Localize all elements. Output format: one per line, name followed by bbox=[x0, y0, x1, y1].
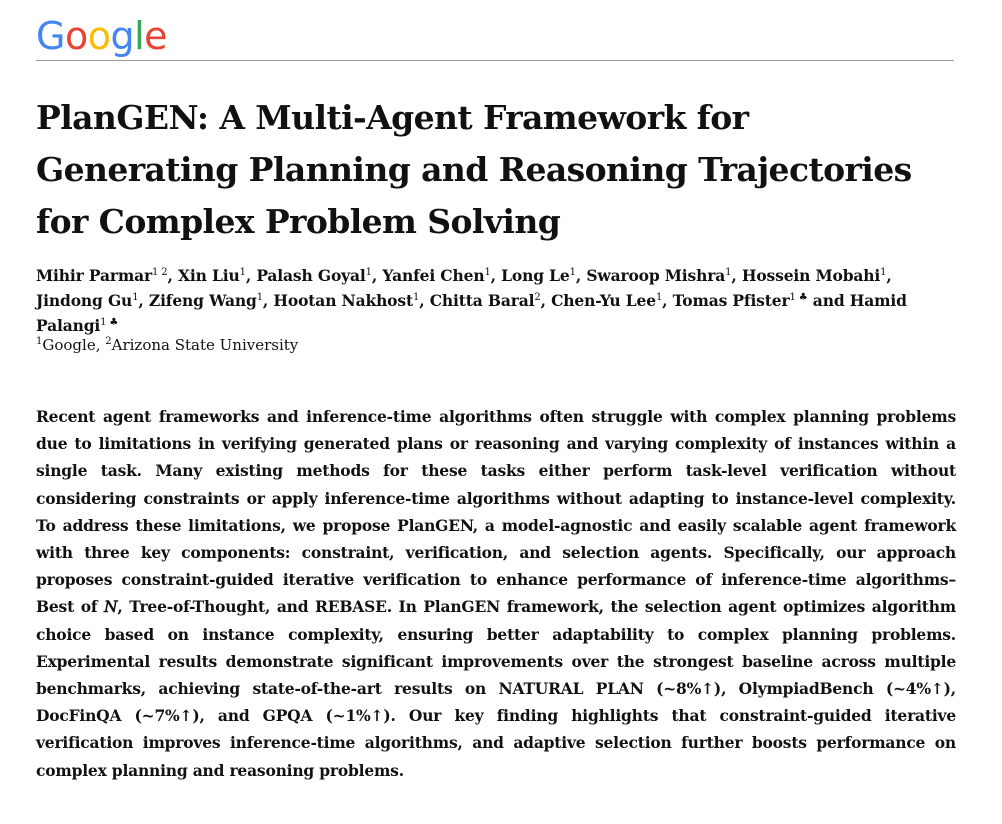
affiliation-name: Google bbox=[42, 336, 96, 354]
header-divider bbox=[36, 60, 954, 61]
author-name: Long Le bbox=[501, 266, 570, 285]
affiliation-marker: 1 bbox=[880, 266, 887, 278]
affiliation-marker: 1 bbox=[365, 266, 372, 278]
author-name: Palash Goyal bbox=[256, 266, 366, 285]
affiliation-name: Arizona State University bbox=[111, 336, 299, 354]
affiliation-marker: 1 bbox=[412, 291, 420, 303]
title-line: Generating Planning and Reasoning Trajectories bbox=[36, 150, 912, 189]
logo-letter: G bbox=[36, 14, 65, 58]
author-name: Xin Liu bbox=[178, 266, 240, 285]
author-name: Yanfei Chen bbox=[382, 266, 485, 285]
author bbox=[501, 266, 576, 285]
author bbox=[382, 266, 490, 285]
author-name: Tomas Pfister bbox=[672, 291, 790, 310]
logo-letter: e bbox=[144, 14, 168, 58]
abstract: Recent agent frameworks and inference-time algorithms often struggle with complex planning problems due to limitations in verifying generated plans or reasoning and varying complexity of instances within a single task. Many existing methods for these tasks either perform task-level verification without considering constraints or apply inference-time algorithms without adapting to instance-level complexity. To address these limitations, we propose PlanGEN, a model-agnostic and easily scalable agent framework with three key components: constraint, verification, and selection agents. Specifically, our approach proposes constraint-guided iterative verification to enhance performance of inference-time algorithms–Best of 𝑁, Tree-of-Thought, and REBASE. In PlanGEN framework, the selection agent optimizes algorithm choice based on instance complexity, ensuring better adaptability to complex planning problems. Experimental results demonstrate significant improvements over the strongest baseline across multiple benchmarks, achieving state-of-the-art results on NATURAL PLAN (~8%↑), OlympiadBench (~4%↑), DocFinQA (~7%↑), and GPQA (~1%↑). Our key finding highlights that constraint-guided iterative verification improves inference-time algorithms, and adaptive selection further boosts performance on complex planning and reasoning problems. bbox=[36, 407, 956, 780]
author-name: Chen-Yu Lee bbox=[551, 291, 656, 310]
logo-letter: l bbox=[134, 14, 145, 58]
author-name: Hossein Mobahi bbox=[741, 266, 881, 285]
author bbox=[273, 291, 419, 310]
logo-letter: o bbox=[64, 14, 88, 58]
affiliation-marker: 1 bbox=[725, 266, 732, 278]
author bbox=[430, 291, 541, 310]
affiliation-marker: 1 ♣ bbox=[789, 291, 808, 303]
affiliation-marker: 1 bbox=[36, 336, 43, 347]
affiliation-marker: 1 bbox=[655, 291, 663, 303]
logo-letter: g bbox=[110, 14, 135, 58]
google-logo bbox=[36, 14, 167, 58]
author bbox=[673, 291, 808, 310]
author bbox=[551, 291, 662, 310]
author bbox=[178, 266, 246, 285]
affiliations: $^1$Google, $^2$Arizona State University bbox=[36, 336, 299, 354]
affiliation-marker: 1 bbox=[569, 266, 576, 278]
affiliation-marker: 1 ♣ bbox=[100, 316, 119, 328]
affiliation-marker: 1 bbox=[484, 266, 491, 278]
title-line: PlanGEN: A Multi-Agent Framework for bbox=[36, 98, 749, 137]
author-name: Jindong Gu bbox=[36, 291, 133, 310]
author-name: Zifeng Wang bbox=[148, 291, 257, 310]
author-name: Chitta Baral bbox=[429, 291, 535, 310]
affiliation-marker: 1 2 bbox=[152, 266, 168, 278]
author bbox=[36, 266, 168, 285]
author bbox=[742, 266, 887, 285]
author-name: Mihir Parmar bbox=[36, 266, 153, 285]
author bbox=[149, 291, 263, 310]
logo-letter: o bbox=[87, 14, 111, 58]
author bbox=[256, 266, 372, 285]
affiliation-marker: 2 bbox=[534, 291, 541, 303]
affiliation-marker: 1 bbox=[132, 291, 139, 303]
author-list: Mihir Parmar$^{1 2}$, Xin Liu$^1$, Palash Goyal$^1$, Yanfei Chen$^1$, Long Le$^1$, Swaroop Mishra$^1$, Hossein Mobahi$^1$, Jindong Gu$^1$, Zifeng Wang$^1$, Hootan Nakhost$^1$, Chitta Baral$^2$, Chen-Yu Lee$^1$, Tomas Pfister$^{1 ♣}$ and Hamid Palangi$^{1 ♣}$ bbox=[36, 266, 907, 335]
title-line: for Complex Problem Solving bbox=[36, 202, 561, 241]
affiliation-marker: 1 bbox=[256, 291, 263, 303]
author-name: Hootan Nakhost bbox=[273, 291, 413, 310]
affiliation-marker: 1 bbox=[239, 266, 246, 278]
author-name: Hamid Palangi bbox=[36, 291, 907, 335]
affiliation-marker: 2 bbox=[105, 336, 112, 347]
paper-title bbox=[36, 92, 956, 248]
author bbox=[36, 291, 138, 310]
author bbox=[586, 266, 731, 285]
author-name: Swaroop Mishra bbox=[586, 266, 726, 285]
